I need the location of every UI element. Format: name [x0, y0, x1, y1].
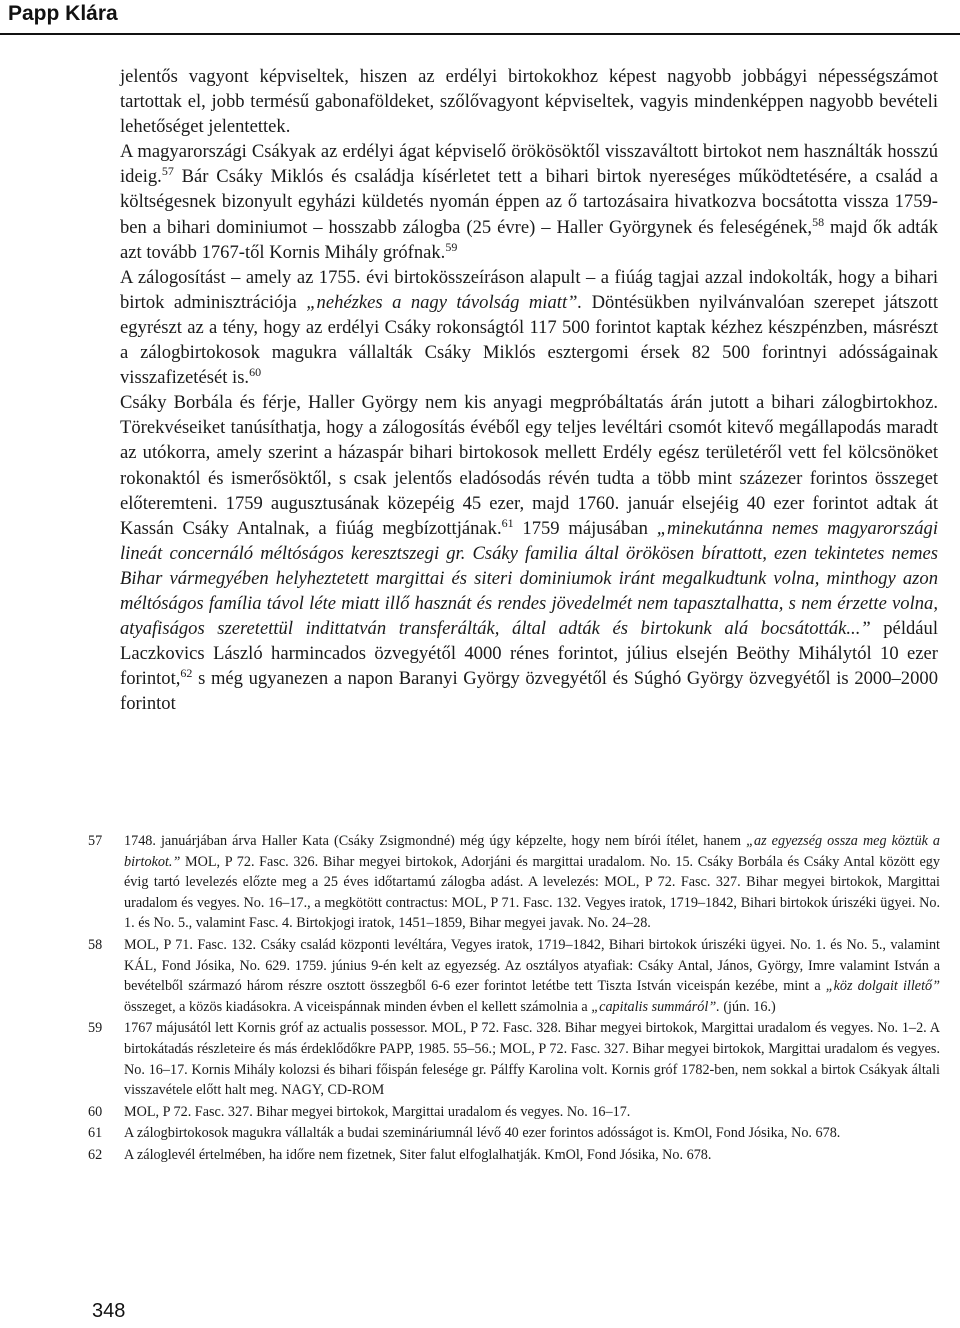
paragraph-4 [120, 390, 938, 716]
paragraph-1-text: jelentős vagyont képviseltek, hiszen az erdélyi birtokokhoz képest nagyobb jobbágyi népességszámot tartottak el, jobb termésű gabonaföldeket, szőlővagyont képviseltek, vagyis mindenképpen nagyobb bevételi lehetőséget jelentettek. [120, 66, 938, 138]
footnote-number: 59 [88, 1020, 103, 1037]
footnote-ref-60[interactable]: 60 [249, 365, 262, 380]
footnote-58 [88, 935, 940, 1017]
paragraph-4-quote: „minekutánna nemes magyarországi lineát concernáló méltóságos keresztszegi gr. Csáky familia által örökösen bírattott, ezen tekintetes nemes Bihar vármegyében helyheztetett margittai és siteri dominiumok iránt megalkudtunk volna, minthogy azon méltóságos família távol léte miatt illő hasznát és rendes jövedelmét nem tapasztalhatta, s nem érzette volna, atyafiságos szeretettül indittatván transferálták, által adták és birtokunk alá bocsátották...” [120, 517, 938, 640]
footnote-quote: „capitalis summáról”. [591, 998, 720, 1015]
footnote-number: 57 [88, 833, 103, 849]
footnote-62 [88, 1145, 940, 1166]
paragraph-4-text-d: s még ugyanezen a napon Baranyi György özvegyétől és Súghó György özvegyétől is 2000–2000 forintot [120, 668, 938, 715]
footnote-number: 61 [88, 1125, 103, 1142]
footnote-text: MOL, P 72. Fasc. 326. Bihar megyei birtokok, Adorjáni és margittai uradalom. No. 15. Csáky Borbála és Csáky Antal között egy évig tartó levelezés előzte meg a 25 éves időtartamú zálogba adást. A levelezés: MOL, P 72. Fasc. 327. Bihar megyei birtokok, Margittai uradalom és vegyes. No. 16–17., a megkötött contractus: MOL, P 71. Fasc. 132. Vegyes iratok, 1719–1842, Bihari birtokok úriszéki ügyei. No. 1. és No. 5., valamint Fasc. 4. Birtokjogi iratok, 1451–1859, Bihar megyei javak. No. 24–28. [124, 853, 940, 932]
footnote-text: (jún. 16.) [719, 998, 776, 1015]
paragraph-4-text-a: Csáky Borbála és férje, Haller György nem kis anyagi megpróbáltatás árán jutott a bihari zálogbirtokhoz. Törekvéseiket tanúsíthatja, hogy a zálogosítás évéből egy teljes levéltári csomót kitevő megállapodás maradt az utókorra, amely szerint a házaspár bihari birtokosok mellett Erdély egész területéről vett fel kölcsönöket rokonaktól és ismerősöktől, s csak jelentős eladósodás révén tudta a több mint százezer forintos összeget előteremteni. 1759 augusztusának közepéig 45 ezer, majd 1760. január elsejéig 40 ezer forintot adtak át Kassán Csáky Antalnak, a fiúág megbízottjának. [120, 392, 938, 539]
paragraph-3-text-b: Döntésükben nyilvánvalóan szerepet játszott egyrészt az a tény, hogy az erdélyi Csáky rokonságtól 117 500 forintot kaptak kézhez készpénzben, másrészt a zálogbirtokosok magukra vállalták Csáky Miklós esztergomi érsek 82 500 forintnyi adósságainak visszafizetését is. [120, 291, 938, 389]
paragraph-4-text-c: például Laczkovics László harmincados özvegyétől 4000 rénes forintot, július elsején Beöthy Mihálytól 10 ezer forintot, [120, 618, 938, 690]
footnote-text: 1748. januárjában árva Haller Kata (Csáky Zsigmondné) még úgy képzelte, hogy nem bírói ítélet, hanem [124, 833, 747, 849]
paragraph-2-text-b: Bár Csáky Miklós és családja kísérletet tett a bihari birtok nyereséges működtetésére, a család a költségesnek bizonyult egyházi küldetés nyomán éppen az ő tartozásaira hivatkozva bocsátotta vissza 1759-ben a bihari dominiumot – hosszabb zálogba (25 évre) – Haller Györgynek és feleségének, [120, 166, 938, 238]
footnote-text: A zálogbirtokosok magukra vállalták a budai szemináriumnál lévő 40 ezer forintos adósságot is. KmOl, Fond Jósika, No. 678. [124, 1125, 841, 1142]
running-header-author: Papp Klára [8, 2, 118, 25]
footnote-text: 1767 májusától lett Kornis gróf az actualis possessor. MOL, P 72. Fasc. 328. Bihar megyei birtokok, Margittai uradalom és vegyes. No. 1–2. A birtokátadás részleteire és más érdeklődőkre PAPP, 1985. 55–56.; MOL, P 72. Fasc. 327. Bihar megyei birtokok, Margittai uradalom és vegyes. No. 16–17. Kornis Mihály kolozsi és bihari főispán felesége gr. Pálffy Karolina volt. Kornis gróf 1782-ben, nem sokkal a birtok Csákyak általi visszavétele előtt halt meg. NAGY, CD-ROM [124, 1020, 940, 1099]
footnote-number: 58 [88, 936, 103, 953]
footnote-number: 62 [88, 1146, 103, 1163]
footnotes [88, 831, 940, 1167]
footnote-ref-58[interactable]: 58 [812, 214, 825, 229]
footnote-59 [88, 1018, 940, 1100]
footnote-quote: „az egyezség ossza meg köztük a birtokot.” [124, 833, 941, 870]
page-number: 348 [92, 1300, 126, 1322]
footnote-text: összeget, a közös kiadásokra. A viceispánnak minden évben el kellett számolnia a [124, 998, 592, 1015]
footnote-text: MOL, P 71. Fasc. 132. Csáky család központi levéltára, Vegyes iratok, 1719–1842, Bihari birtokok úriszéki ügyei. No. 1. és No. 5., valamint KÁL, Fond Jósika, No. 629. 1759. június 9-én kelt az egyezség. Az osztályos atyafiak: Csáky Antal, János, György, Imre valamint István a bevételből származó három részre osztott összegből 6-6 ezer forintot letétbe tett Tiszta István viceispán kezébe, mint a [124, 936, 940, 995]
footnote-57 [88, 831, 940, 934]
footnote-60 [88, 1102, 940, 1123]
paragraph-2-text-c: majd ők adták azt tovább 1767-től Kornis Mihály grófnak. [120, 216, 938, 263]
paragraph-2 [120, 139, 938, 264]
paragraph-4-text-b: 1759 májusában [513, 517, 657, 539]
paragraph-3-quote: „nehézkes a nagy távolság miatt”. [306, 291, 583, 313]
header-rule [0, 33, 960, 35]
running-header [0, 0, 960, 36]
footnote-text: A záloglevél értelmében, ha időre nem fizetnek, Siter falut elfoglalhatják. KmOl, Fond Jósika, No. 678. [124, 1146, 712, 1163]
paragraph-3-text-a: A zálogosítást – amely az 1755. évi birtokösszeíráson alapult – a fiúág tagjai azzal indokolták, hogy a bihari birtok adminisztrációja [120, 266, 938, 313]
paragraph-2-text-a: A magyarországi Csákyak az erdélyi ágat képviselő örökösöktől visszaváltott birtokot nem használták hosszú ideig. [120, 141, 938, 188]
footnote-number: 60 [88, 1103, 103, 1120]
footnote-61 [88, 1123, 940, 1144]
paragraph-1 [120, 64, 938, 139]
main-text [120, 64, 938, 716]
footnote-ref-59[interactable]: 59 [445, 239, 458, 254]
footnote-ref-62[interactable]: 62 [180, 666, 193, 681]
footnote-ref-57[interactable]: 57 [161, 164, 174, 179]
footnote-ref-61[interactable]: 61 [501, 515, 514, 530]
footnote-text: MOL, P 72. Fasc. 327. Bihar megyei birtokok, Margittai uradalom és vegyes. No. 16–17. [124, 1103, 631, 1120]
footnote-quote: „köz dolgait illető” [825, 978, 940, 995]
paragraph-3 [120, 265, 938, 390]
